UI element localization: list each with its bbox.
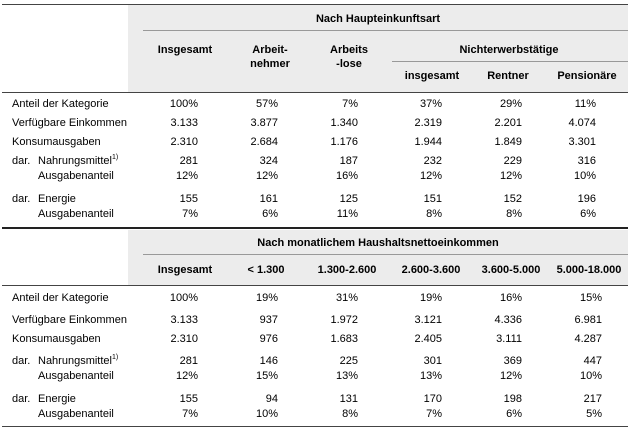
row-label: Ausgabenanteil [38,170,114,182]
row-label: Energie [38,393,76,405]
cell-value: 31% [335,292,358,304]
column-header-income-bracket: 5.000-18.000 [556,264,622,276]
cell-value: 12% [255,170,278,182]
row-label: Verfügbare Einkommen [12,314,127,326]
cell-value: 11% [574,98,596,110]
column-header-arbeitslose-line2: -lose [336,58,362,70]
cell-value: 94 [265,393,278,405]
footnote-marker: 1) [111,354,119,361]
row-label: Ausgabenanteil [38,370,114,382]
group-header-underline [143,30,628,31]
cell-value: 37% [419,98,442,110]
cell-value: 2.405 [414,333,442,345]
cell-value: 196 [577,193,596,205]
cell-value: 2.319 [414,117,442,129]
cell-value: 3.133 [170,314,198,326]
cell-value: 229 [503,155,522,167]
cell-value: 15% [579,292,602,304]
cell-value: 2.310 [170,333,198,345]
cell-value: 10% [579,370,602,382]
column-header-income-bracket: 3.600-5.000 [481,264,541,276]
cell-value: 12% [499,370,522,382]
cell-value: 7% [426,408,442,420]
cell-value: 100% [169,292,198,304]
cell-value: 29% [499,98,522,110]
cell-value: 937 [259,314,278,326]
footnote-marker: 1) [111,154,119,161]
cell-value: 6% [580,208,596,220]
cell-value: 1.683 [330,333,358,345]
cell-value: 131 [339,393,358,405]
cell-value: 10% [255,408,278,420]
row-prefix: dar. [12,155,31,167]
cell-value: 301 [423,355,442,367]
cell-value: 8% [506,208,522,220]
column-header-insgesamt: Insgesamt [157,264,213,276]
cell-value: 3.877 [250,117,278,129]
cell-value: 161 [259,193,278,205]
group-header-haupteinkunftsart: Nach Haupteinkunftsart [315,13,441,25]
column-header-arbeitslose-line1: Arbeits [330,44,368,56]
cell-value: 16% [499,292,522,304]
cell-value: 187 [339,155,358,167]
cell-value: 100% [169,98,198,110]
row-label: Verfügbare Einkommen [12,117,127,129]
cell-value: 152 [503,193,522,205]
column-header-nichterwerbstaetige: Nichterwerbstätige [459,44,559,56]
table-top-rule [2,4,628,5]
cell-value: 1.340 [330,117,358,129]
cell-value: 281 [179,155,198,167]
table-bottom-rule [2,426,628,427]
column-header-ne-insgesamt: insgesamt [404,70,460,82]
column-header-pensionaere: Pensionäre [557,70,617,82]
cell-value: 447 [583,355,602,367]
cell-value: 155 [179,393,198,405]
cell-value: 4.287 [574,333,602,345]
cell-value: 1.849 [494,136,522,148]
column-header-rentner: Rentner [487,70,529,82]
cell-value: 2.310 [170,136,198,148]
cell-value: 13% [335,370,358,382]
cell-value: 4.336 [494,314,522,326]
row-prefix: dar. [12,393,31,405]
group-header-haushaltsnettoeinkommen: Nach monatlichem Haushaltsnettoeinkommen [257,237,499,249]
column-header-insgesamt: Insgesamt [157,44,213,56]
cell-value: 225 [339,355,358,367]
cell-value: 324 [259,155,278,167]
cell-value: 57% [255,98,278,110]
row-label: Nahrungsmittel$^{1)}$ [38,354,119,367]
cell-value: 170 [423,393,442,405]
row-label: Anteil der Kategorie [12,292,109,304]
cell-value: 7% [342,98,358,110]
cell-value: 12% [499,170,522,182]
cell-value: 1.972 [330,314,358,326]
cell-value: 1.944 [414,136,442,148]
cell-value: 12% [175,370,198,382]
cell-value: 7% [182,208,198,220]
column-header-income-bracket: 2.600-3.600 [401,264,461,276]
row-label: Ausgabenanteil [38,408,114,420]
column-header-income-bracket: 1.300-2.600 [317,264,377,276]
cell-value: 5% [586,408,602,420]
cell-value: 151 [423,193,442,205]
nichterwerbstaetige-underline [392,61,628,62]
row-label: Nahrungsmittel$^{1)}$ [38,154,119,167]
cell-value: 232 [423,155,442,167]
column-header-arbeitnehmer-line1: Arbeit- [252,44,288,56]
cell-value: 3.301 [568,136,596,148]
cell-value: 12% [175,170,198,182]
cell-value: 146 [259,355,278,367]
cell-value: 1.176 [330,136,358,148]
cell-value: 10% [573,170,596,182]
cell-value: 2.684 [250,136,278,148]
cell-value: 13% [419,370,442,382]
cell-value: 217 [583,393,602,405]
cell-value: 6% [506,408,522,420]
cell-value: 3.121 [414,314,442,326]
column-header-arbeitnehmer-line2: nehmer [250,58,290,70]
cell-value: 19% [419,292,442,304]
row-label: Konsumausgaben [12,333,101,345]
header-bottom-rule [2,92,628,93]
cell-value: 6% [262,208,278,220]
cell-value: 11% [336,208,358,220]
header-bottom-rule [2,285,628,286]
cell-value: 976 [259,333,278,345]
cell-value: 125 [339,193,358,205]
cell-value: 8% [342,408,358,420]
row-label: Ausgabenanteil [38,208,114,220]
cell-value: 15% [255,370,278,382]
cell-value: 12% [419,170,442,182]
cell-value: 4.074 [568,117,596,129]
cell-value: 7% [182,408,198,420]
cell-value: 369 [503,355,522,367]
column-header-income-bracket: < 1.300 [247,264,285,276]
row-label: Anteil der Kategorie [12,98,109,110]
row-label: Konsumausgaben [12,136,101,148]
cell-value: 6.981 [574,314,602,326]
table-bottom-rule [2,227,628,229]
cell-value: 198 [503,393,522,405]
cell-value: 2.201 [494,117,522,129]
cell-value: 16% [335,170,358,182]
row-label: Energie [38,193,76,205]
row-prefix: dar. [12,193,31,205]
row-prefix: dar. [12,355,31,367]
cell-value: 19% [255,292,278,304]
cell-value: 8% [426,208,442,220]
cell-value: 281 [179,355,198,367]
cell-value: 3.133 [170,117,198,129]
cell-value: 316 [577,155,596,167]
cell-value: 155 [179,193,198,205]
cell-value: 3.111 [496,333,522,345]
group-header-underline [143,254,628,255]
